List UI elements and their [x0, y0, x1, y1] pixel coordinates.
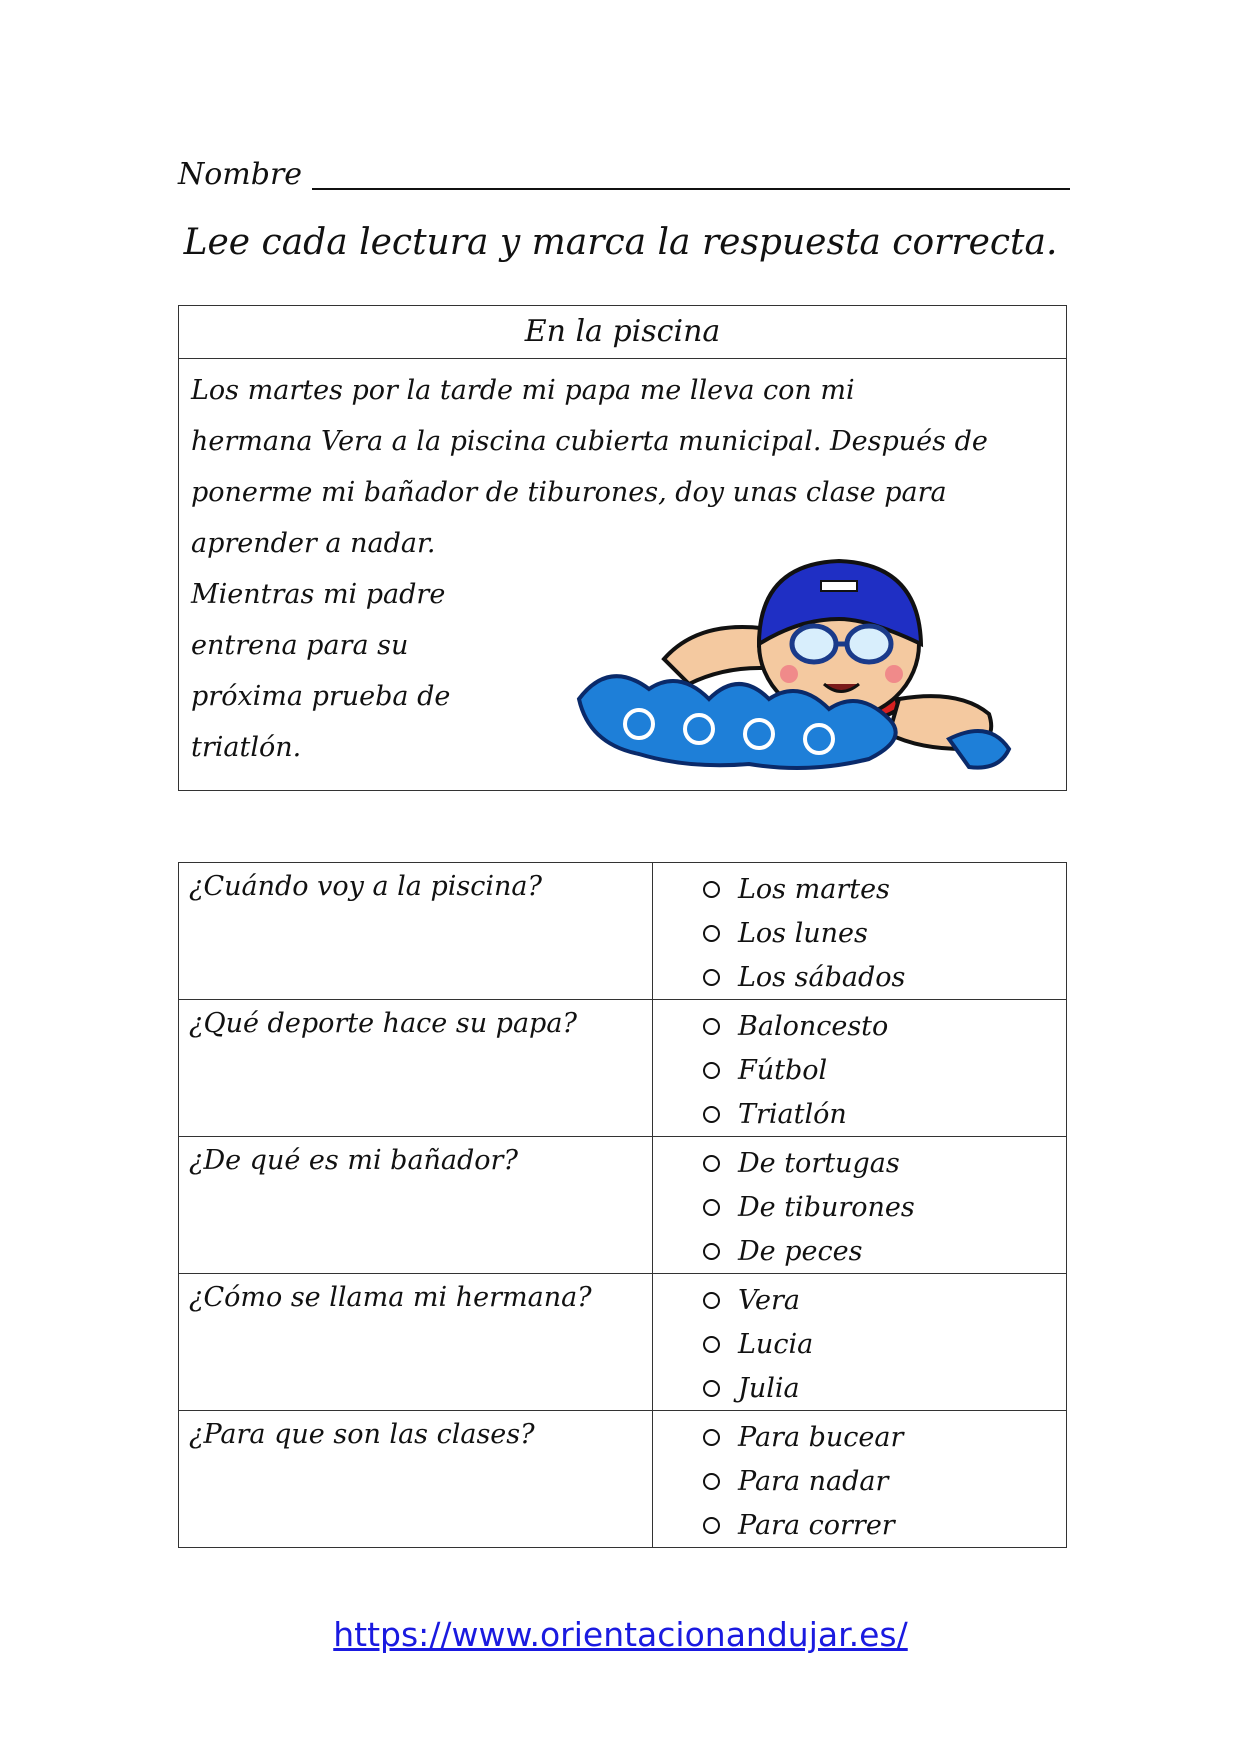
- name-field-row: [178, 148, 1070, 190]
- option-item[interactable]: [703, 1503, 1066, 1547]
- option-label: Para nadar: [738, 1465, 889, 1497]
- option-label: De tiburones: [738, 1191, 915, 1223]
- option-label: Los sábados: [738, 961, 906, 993]
- story-line: Mientras mi padre: [191, 579, 446, 610]
- table-row: [179, 863, 1067, 1000]
- options-cell: [653, 1137, 1067, 1274]
- story-line: triatlón.: [191, 732, 302, 763]
- table-row: [179, 1000, 1067, 1137]
- option-label: Julia: [738, 1372, 800, 1404]
- radio-circle-icon[interactable]: [703, 1380, 720, 1397]
- option-item[interactable]: [703, 1141, 1066, 1185]
- radio-circle-icon[interactable]: [703, 1018, 720, 1035]
- instruction-heading: Lee cada lectura y marca la respuesta correcta.: [183, 222, 1058, 263]
- radio-circle-icon[interactable]: [703, 1243, 720, 1260]
- option-label: Vera: [738, 1284, 801, 1316]
- option-label: Los martes: [738, 873, 890, 905]
- option-item[interactable]: [703, 867, 1066, 911]
- radio-circle-icon[interactable]: [703, 1155, 720, 1172]
- questions-table: [178, 862, 1067, 1548]
- table-row: [179, 1274, 1067, 1411]
- radio-circle-icon[interactable]: [703, 925, 720, 942]
- option-item[interactable]: [703, 1366, 1066, 1410]
- radio-circle-icon[interactable]: [703, 1106, 720, 1123]
- footer-link[interactable]: https://www.orientacionandujar.es/: [333, 1615, 908, 1654]
- option-label: Baloncesto: [738, 1010, 889, 1042]
- option-label: De tortugas: [738, 1147, 900, 1179]
- option-label: Para correr: [738, 1509, 895, 1541]
- radio-circle-icon[interactable]: [703, 969, 720, 986]
- option-item[interactable]: [703, 1185, 1066, 1229]
- option-item[interactable]: [703, 911, 1066, 955]
- story-body: [179, 359, 1066, 779]
- options-cell: [653, 1000, 1067, 1137]
- option-label: De peces: [738, 1235, 863, 1267]
- table-row: [179, 1137, 1067, 1274]
- story-line: ponerme mi bañador de tiburones, doy unas clase para: [191, 477, 947, 508]
- table-row: [179, 1411, 1067, 1548]
- option-label: Triatlón: [738, 1098, 847, 1130]
- name-blank-line[interactable]: [312, 160, 1070, 190]
- option-item[interactable]: [703, 955, 1066, 999]
- options-cell: [653, 863, 1067, 1000]
- option-item[interactable]: [703, 1229, 1066, 1273]
- option-item[interactable]: [703, 1092, 1066, 1136]
- question-text: ¿De qué es mi bañador?: [179, 1137, 653, 1274]
- name-label: Nombre: [178, 157, 303, 192]
- story-line: entrena para su: [191, 630, 409, 661]
- option-item[interactable]: [703, 1278, 1066, 1322]
- story-line: hermana Vera a la piscina cubierta municipal. Después de: [191, 426, 988, 457]
- radio-circle-icon[interactable]: [703, 1062, 720, 1079]
- story-line: aprender a nadar.: [191, 528, 436, 559]
- option-label: Para bucear: [738, 1421, 904, 1453]
- option-item[interactable]: [703, 1048, 1066, 1092]
- radio-circle-icon[interactable]: [703, 1199, 720, 1216]
- radio-circle-icon[interactable]: [703, 881, 720, 898]
- story-box: [178, 305, 1067, 791]
- option-label: Lucia: [738, 1328, 814, 1360]
- option-item[interactable]: [703, 1415, 1066, 1459]
- radio-circle-icon[interactable]: [703, 1473, 720, 1490]
- options-cell: [653, 1274, 1067, 1411]
- story-line: próxima prueba de: [191, 681, 451, 712]
- question-text: ¿Cómo se llama mi hermana?: [179, 1274, 653, 1411]
- story-title: En la piscina: [179, 306, 1066, 359]
- option-item[interactable]: [703, 1322, 1066, 1366]
- story-line: Los martes por la tarde mi papa me lleva con mi: [191, 375, 855, 406]
- options-cell: [653, 1411, 1067, 1548]
- option-label: Los lunes: [738, 917, 868, 949]
- radio-circle-icon[interactable]: [703, 1292, 720, 1309]
- question-text: ¿Para que son las clases?: [179, 1411, 653, 1548]
- question-text: ¿Qué deporte hace su papa?: [179, 1000, 653, 1137]
- question-text: ¿Cuándo voy a la piscina?: [179, 863, 653, 1000]
- radio-circle-icon[interactable]: [703, 1517, 720, 1534]
- swimmer-icon: [569, 549, 1029, 779]
- option-item[interactable]: [703, 1004, 1066, 1048]
- radio-circle-icon[interactable]: [703, 1429, 720, 1446]
- option-item[interactable]: [703, 1459, 1066, 1503]
- radio-circle-icon[interactable]: [703, 1336, 720, 1353]
- option-label: Fútbol: [738, 1054, 828, 1086]
